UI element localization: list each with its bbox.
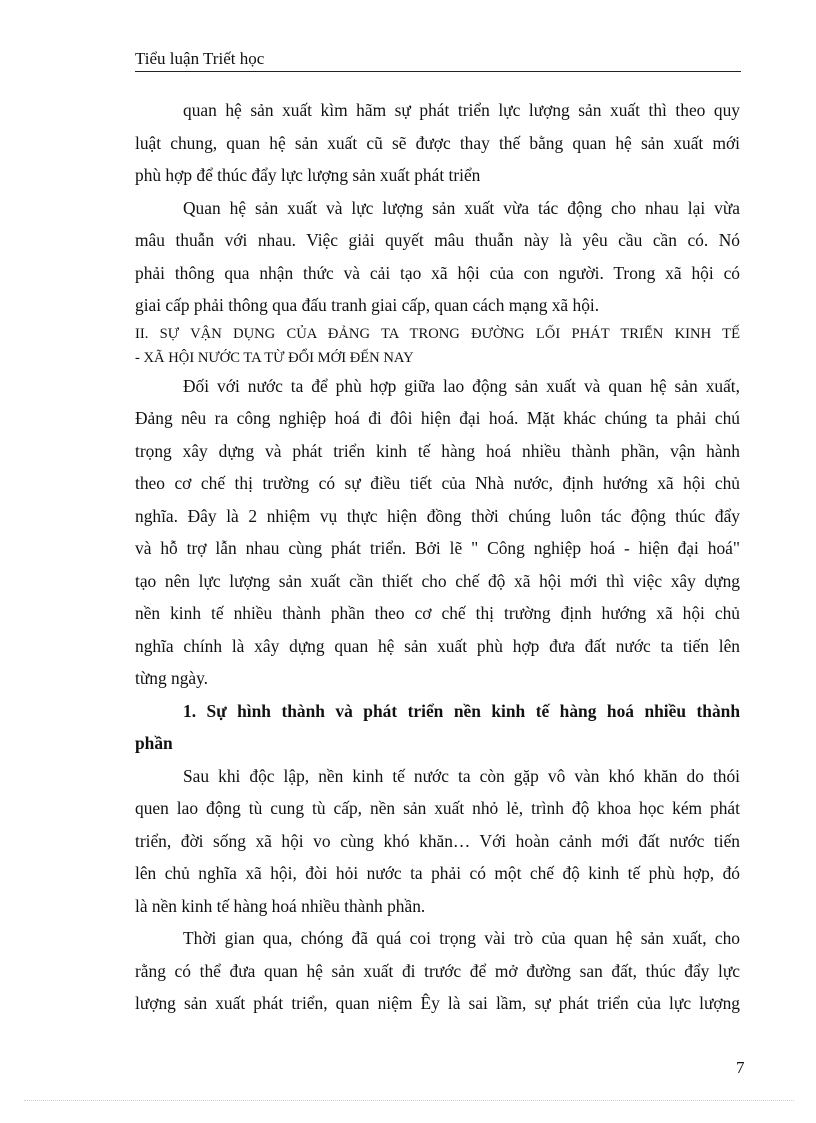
text-line: phải thông qua nhận thức và cải tạo xã hội của con người. Trong xã hội có: [135, 262, 740, 283]
text-line: quan hệ sản xuất kìm hãm sự phát triển lực lượng sản xuất thì theo quy: [183, 100, 740, 120]
paragraph: [135, 922, 740, 1020]
heading-line: - XÃ HỘI NƯỚC TA TỪ ĐỔI MỚI ĐẾN NAY: [135, 349, 414, 366]
page-bottom-divider: [24, 1100, 794, 1101]
heading-line: phần: [135, 733, 173, 753]
text-line: Quan hệ sản xuất và lực lượng sản xuất vừa tác động cho nhau lại vừa: [183, 197, 740, 218]
text-line: triển, đời sống xã hội vo cùng khó khăn… Với hoàn cảnh mới đất nước tiến: [135, 830, 740, 851]
text-line: nền kinh tế nhiều thành phần theo cơ chế thị trường định hướng xã hội chủ: [135, 603, 740, 623]
text-line: lên chủ nghĩa xã hội, đòi hỏi nước ta phải có một chế độ kinh tế phù hợp, đó: [135, 863, 740, 883]
text-line: lượng sản xuất phát triển, quan niệm Êy là sai lầm, sự phát triển của lực lượng: [135, 993, 740, 1013]
text-line: Thời gian qua, chóng đã quá coi trọng vài trò của quan hệ sản xuất, cho: [183, 928, 740, 948]
text-line: từng ngày.: [135, 668, 209, 688]
text-line: và hỗ trợ lẫn nhau cùng phát triển. Bởi lẽ " Công nghiệp hoá - hiện đại hoá": [135, 538, 740, 558]
text-line: theo cơ chế thị trường có sự điều tiết của Nhà nước, định hướng xã hội chủ: [135, 473, 740, 493]
paragraph: [135, 760, 740, 923]
paragraph: [135, 370, 740, 695]
page-header: Tiểu luận Triết học: [135, 48, 741, 72]
text-line: phù hợp để thúc đẩy lực lượng sản xuất phát triển: [135, 165, 481, 185]
text-line: mâu thuẫn với nhau. Việc giải quyết mâu thuẫn này là yêu cầu cần có. Nó: [135, 230, 740, 250]
text-line: trọng xây dựng và phát triển kinh tế hàng hoá nhiều thành phần, vận hành: [135, 440, 740, 461]
paragraph: [135, 192, 740, 322]
text-line: là nền kinh tế hàng hoá nhiều thành phần.: [135, 895, 426, 916]
text-line: nghĩa. Đây là 2 nhiệm vụ thực hiện đồng thời chúng luôn tác động thúc đẩy: [135, 505, 740, 526]
text-line: luật chung, quan hệ sản xuất cũ sẽ được thay thế bằng quan hệ sản xuất mới: [135, 132, 740, 153]
text-line: Đảng nêu ra công nghiệp hoá đi đôi hiện đại hoá. Mặt khác chúng ta phải chú: [135, 408, 740, 428]
text-line: rằng có thể đưa quan hệ sản xuất đi trước để mở đường san đất, thúc đẩy lực: [135, 960, 740, 981]
subsection-heading: [135, 695, 740, 760]
heading-line: 1. Sự hình thành và phát triển nền kinh tế hàng hoá nhiều thành: [183, 700, 740, 721]
paragraph: [135, 94, 740, 192]
heading-line: II. SỰ VẬN DỤNG CỦA ĐẢNG TA TRONG ĐƯỜNG LỐI PHÁT TRIỂN KINH TẾ: [135, 325, 740, 342]
text-line: giai cấp phải thông qua đấu tranh giai cấp, quan cách mạng xã hội.: [135, 295, 600, 315]
text-line: Sau khi độc lập, nền kinh tế nước ta còn gặp vô vàn khó khăn do thói: [183, 765, 740, 786]
page-number: 7: [736, 1058, 745, 1077]
text-line: quen lao động tù cung tù cấp, nền sản xuất nhỏ lẻ, trình độ khoa học kém phát: [135, 798, 740, 818]
text-line: tạo nên lực lượng sản xuất cần thiết cho chế độ xã hội mới thì việc xây dựng: [135, 570, 740, 591]
text-line: Đối với nước ta để phù hợp giữa lao động sản xuất và quan hệ sản xuất,: [183, 375, 740, 396]
section-heading: [135, 322, 740, 370]
document-body: [135, 94, 740, 1020]
text-line: nghĩa chính là xây dựng quan hệ sản xuất phù hợp đưa đất nước ta tiến lên: [135, 635, 740, 656]
